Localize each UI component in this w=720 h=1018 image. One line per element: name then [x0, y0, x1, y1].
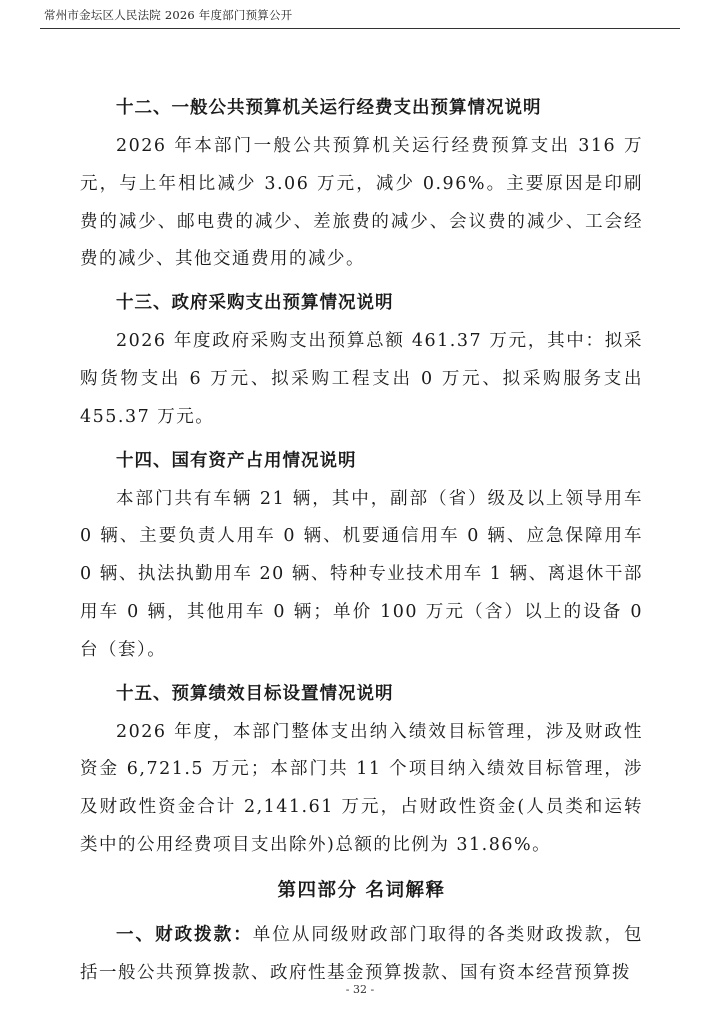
section-13-paragraph: 2026 年度政府采购支出预算总额 461.37 万元，其中：拟采购货物支出 6 万元、拟采购工程支出 0 万元、拟采购服务支出 455.37 万元。: [80, 331, 643, 427]
section-15-heading: 十五、预算绩效目标设置情况说明: [116, 683, 394, 704]
page-number: - 32 -: [345, 983, 375, 996]
document-header: 常州市金坛区人民法院 2026 年度部门预算公开: [44, 8, 293, 22]
definition-paragraph: [80, 917, 643, 993]
definition-term: 一、财政拨款：: [116, 924, 253, 945]
section-15-paragraph: 2026 年度，本部门整体支出纳入绩效目标管理，涉及财政性资金 6,721.5 万元；本部门共 11 个项目纳入绩效目标管理，涉及财政性资金合计 2,141.61 万元，占财政性资金(人员类和运转类中的公用经费项目支出除外)总额的比例为 31.86%。: [80, 721, 643, 855]
section-12-paragraph: 2026 年本部门一般公共预算机关运行经费预算支出 316 万元，与上年相比减少 3.06 万元，减少 0.96%。主要原因是印刷费的减少、邮电费的减少、差旅费的减少、会议费的减少、工会经费的减少、其他交通费用的减少。: [80, 136, 643, 270]
section-13-heading: 十三、政府采购支出预算情况说明: [116, 293, 394, 314]
page-body: [80, 88, 643, 992]
part-four-title: 第四部分 名词解释: [277, 879, 446, 901]
definition-text: 单位从同级财政部门取得的各类财政拨款，包括一般公共预算拨款、政府性基金预算拨款、国有资本经营预算拨: [80, 924, 644, 983]
section-14-heading: 十四、国有资产占用情况说明: [116, 450, 357, 471]
header-divider: [40, 28, 680, 29]
section-12-heading: 十二、一般公共预算机关运行经费支出预算情况说明: [116, 98, 542, 118]
section-14-paragraph: 本部门共有车辆 21 辆，其中，副部（省）级及以上领导用车 0 辆、主要负责人用车 0 辆、机要通信用车 0 辆、应急保障用车 0 辆、执法执勤用车 20 辆、特种专业技术用车 1 辆、离退休干部用车 0 辆，其他用车 0 辆；单价 100 万元（含）以上的设备 0 台（套）。: [80, 488, 643, 660]
